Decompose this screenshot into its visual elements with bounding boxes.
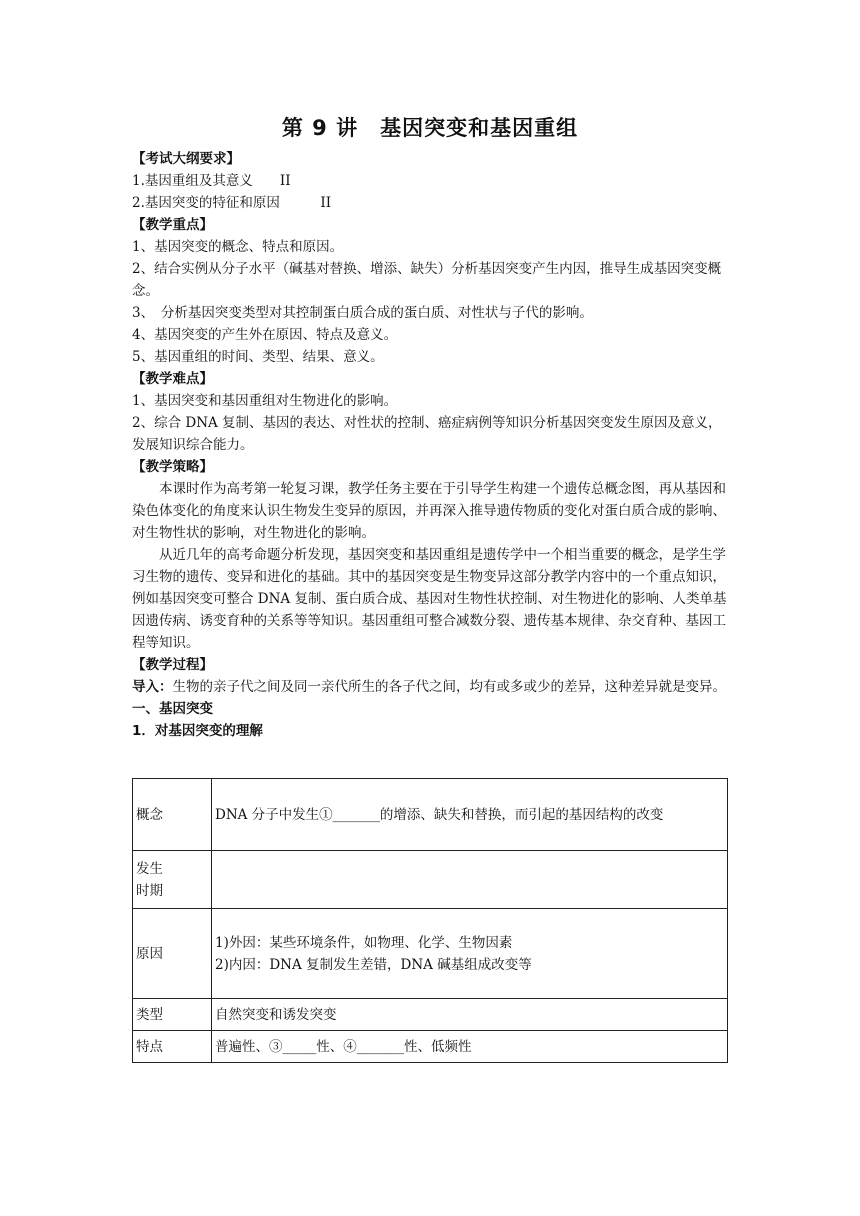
document-body	[132, 148, 730, 742]
subsection-heading: 1．对基因突变的理解	[132, 723, 263, 739]
row-content: DNA 分子中发生①_______的增添、缺失和替换，而引起的基因结构的改变	[212, 779, 728, 851]
table-row	[133, 779, 728, 851]
outline-heading: 【考试大纲要求】	[132, 151, 240, 167]
focus-item: 1、基因突变的概念、特点和原因。	[132, 239, 344, 255]
focus-item: 5、基因重组的时间、类型、结果、意义。	[132, 349, 384, 365]
table-row	[133, 1031, 728, 1063]
row-content: 普遍性、③_____性、④_______性、低频性	[212, 1031, 728, 1063]
outline-item: 1.基因重组及其意义 II	[132, 173, 291, 189]
intro-text: 生物的亲子代之间及同一亲代所生的各子代之间，均有或多或少的差异，这种差异就是变异。	[172, 679, 726, 695]
difficulty-item: 1、基因突变和基因重组对生物进化的影响。	[132, 393, 398, 409]
outline-item: 2.基因突变的特征和原因 II	[132, 195, 332, 211]
row-label: 原因	[133, 909, 212, 999]
row-label: 发生 时期	[133, 851, 212, 909]
intro-paragraph	[132, 676, 730, 698]
process-heading: 【教学过程】	[132, 657, 213, 673]
row-content: 1)外因：某些环境条件，如物理、化学、生物因素 2)内因：DNA 复制发生差错，DNA 碱基组成改变等	[212, 909, 728, 999]
row-label: 特点	[133, 1031, 212, 1063]
document-title: 第 9 讲 基因突变和基因重组	[281, 116, 579, 140]
row-content	[212, 851, 728, 909]
row-label: 概念	[133, 779, 212, 851]
focus-item: 3、 分析基因突变类型对其控制蛋白质合成的蛋白质、对性状与子代的影响。	[132, 305, 593, 321]
strategy-paragraph: 从近几年的高考命题分析发现，基因突变和基因重组是遗传学中一个相当重要的概念，是学生学习生物的遗传、变异和进化的基础。其中的基因突变是生物变异这部分教学内容中的一个重点知识，例如基因突变可整合 DNA 复制、蛋白质合成、基因对生物性状控制、对生物进化的影响、人类单基因遗传病、诱变育种的关系等等知识。基因重组可整合减数分裂、遗传基本规律、杂交育种、基因工程等知识。	[132, 547, 727, 651]
row-label: 类型	[133, 999, 212, 1031]
table-row	[133, 909, 728, 999]
focus-heading: 【教学重点】	[132, 217, 213, 233]
focus-item: 4、基因突变的产生外在原因、特点及意义。	[132, 327, 398, 343]
focus-item: 2、结合实例从分子水平（碱基对替换、增添、缺失）分析基因突变产生内因，推导生成基因突变概念。	[132, 261, 722, 299]
section-heading: 一、基因突变	[132, 701, 213, 717]
intro-label: 导入：	[132, 679, 173, 695]
strategy-heading: 【教学策略】	[132, 459, 213, 475]
row-content: 自然突变和诱发突变	[212, 999, 728, 1031]
difficulty-heading: 【教学难点】	[132, 371, 213, 387]
difficulty-item: 2、综合 DNA 复制、基因的表达、对性状的控制、癌症病例等知识分析基因突变发生原因及意义，发展知识综合能力。	[132, 415, 722, 453]
mutation-table	[132, 778, 728, 1063]
table-row	[133, 851, 728, 909]
strategy-paragraph: 本课时作为高考第一轮复习课，教学任务主要在于引导学生构建一个遗传总概念图，再从基因和染色体变化的角度来认识生物发生变异的原因，并再深入推导遗传物质的变化对蛋白质合成的影响、对生物性状的影响，对生物进化的影响。	[132, 481, 726, 541]
table-row	[133, 999, 728, 1031]
